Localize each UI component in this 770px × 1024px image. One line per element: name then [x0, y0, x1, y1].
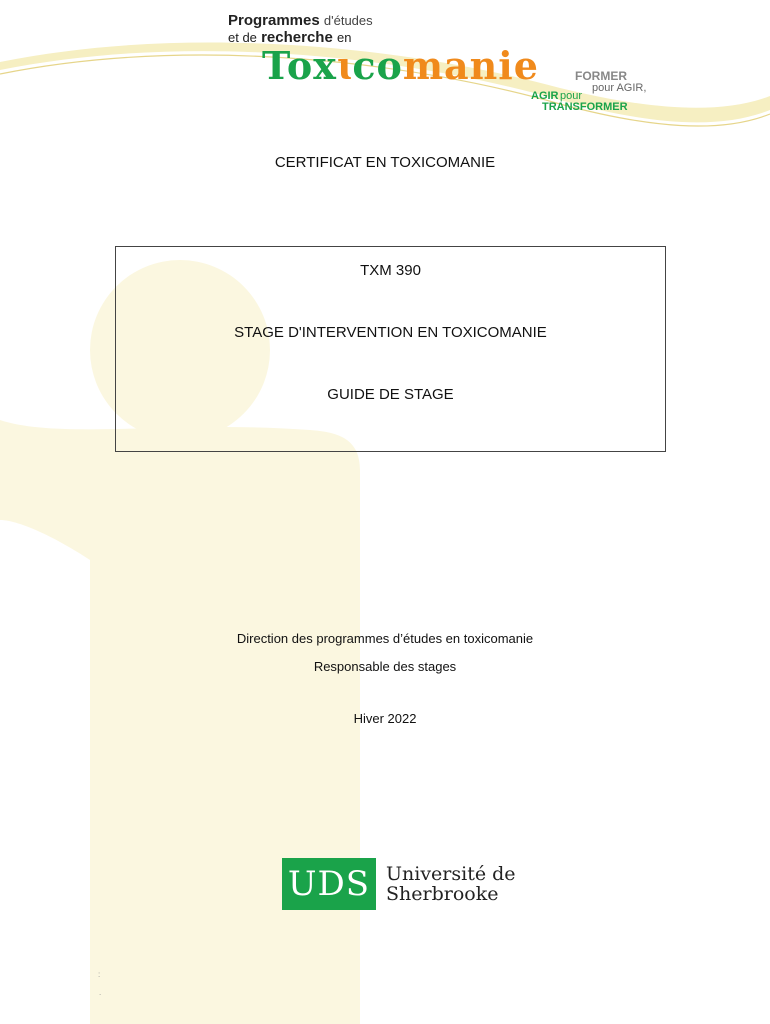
university-line-1: Université de — [386, 863, 516, 885]
program-title — [228, 12, 373, 46]
slogan-pour: pour — [560, 90, 583, 102]
direction-line: Direction des programmes d’études en toxicomanie — [236, 631, 534, 646]
slogan-former: FORMER — [575, 69, 627, 83]
programmes-text: Programmes — [228, 12, 320, 29]
logo-part-manie: manie — [402, 43, 539, 88]
logo-part-tox: Tox — [262, 43, 337, 88]
logo-part-co: co — [352, 43, 403, 88]
program-header — [0, 0, 770, 150]
page-mark: : — [98, 970, 101, 979]
course-title: STAGE D'INTERVENTION EN TOXICOMANIE — [234, 324, 547, 341]
slogan-transformer: TRANSFORMER — [542, 101, 628, 113]
university-name — [386, 864, 516, 904]
page-mark: . — [99, 988, 102, 997]
detudes-text: d'études — [323, 13, 373, 28]
course-code: TXM 390 — [360, 262, 421, 279]
en-text: en — [336, 30, 352, 45]
et-de-text: et de — [228, 30, 257, 45]
slogan-pour-agir: pour AGIR, — [592, 82, 647, 94]
university-line-2: Sherbrooke — [386, 883, 499, 905]
responsable-line: Responsable des stages — [313, 659, 457, 674]
slogan-agir: AGIR — [531, 90, 559, 102]
uds-logo: UDS — [282, 858, 376, 910]
session-line: Hiver 2022 — [353, 711, 417, 726]
toxicomanie-logo — [262, 44, 539, 88]
course-info-box — [115, 246, 666, 452]
logo-part-i: ɩ — [336, 43, 353, 88]
certificate-title: CERTIFICAT EN TOXICOMANIE — [274, 154, 496, 171]
guide-title: GUIDE DE STAGE — [327, 386, 454, 403]
recherche-text: recherche — [261, 29, 333, 46]
